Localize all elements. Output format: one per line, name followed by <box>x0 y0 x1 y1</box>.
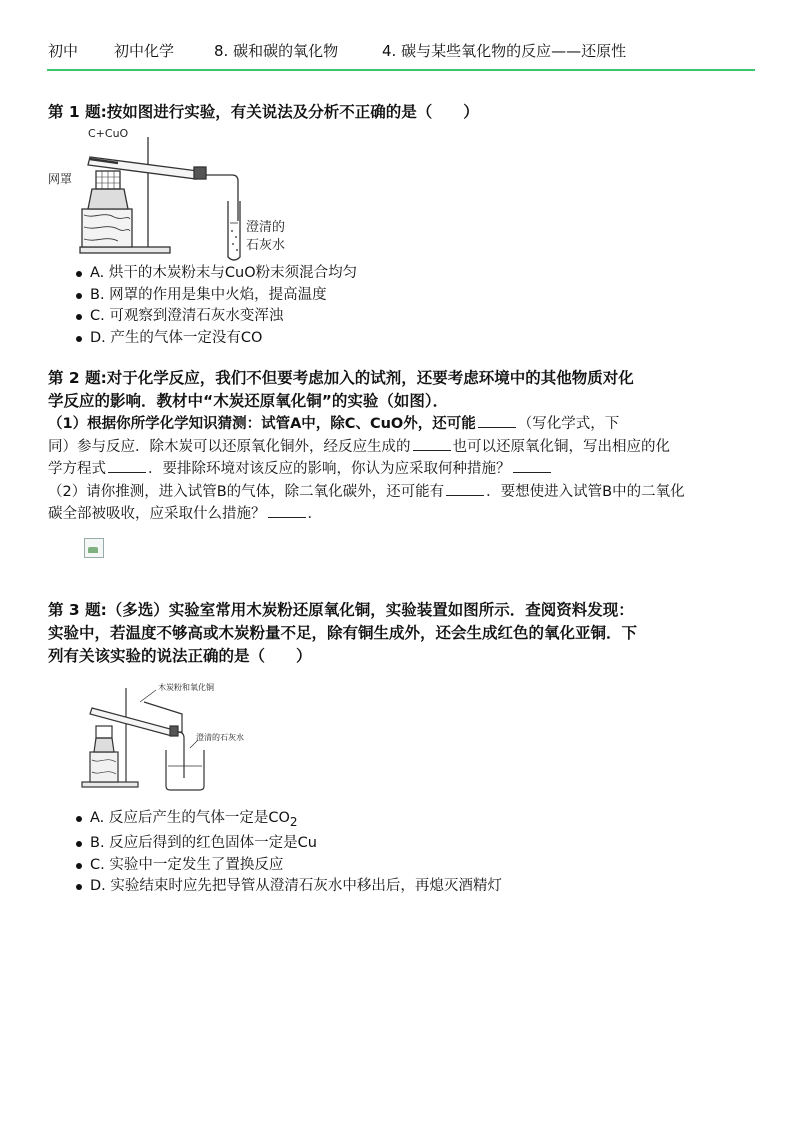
question-2-title-line-1: 第 2 题:对于化学反应，我们不但要考虑加入的试剂，还要考虑环境中的其他物质对化 <box>48 369 634 387</box>
q2-part1-text: ．要排除环境对该反应的影响，你认为应采取何种措施？ <box>148 461 511 477</box>
q3-option-c[interactable]: C. 实验中一定发生了置换反应 <box>48 855 754 877</box>
fig-label-limewater: 澄清的石灰水 <box>196 733 244 742</box>
q2-part2-text: （2）请你推测，进入试管B的气体，除二氧化碳外，还可能有 <box>48 483 445 500</box>
q1-option-d[interactable]: D. 产生的气体一定没有CO <box>48 328 754 350</box>
broken-image-icon <box>84 538 104 558</box>
q3-option-a-subscript: 2 <box>289 814 298 829</box>
q2-part1-text: （1）根据你所学化学知识猜测：试管A中，除C、CuO外，还可能 <box>48 416 476 432</box>
question-1-title: 第 1 题:按如图进行实验，有关说法及分析不正确的是（ ） <box>48 103 479 121</box>
q2-part1-text: 也可以还原氧化铜，写出相应的化 <box>452 438 670 455</box>
question-3-title-line-2: 实验中，若温度不够高或木炭粉量不足，除有铜生成外，还会生成红色的氧化亚铜．下 <box>48 624 638 642</box>
fig-label-net: 网罩 <box>48 172 73 186</box>
q3-option-d[interactable]: D. 实验结束时应先把导管从澄清石灰水中移出后，再熄灭酒精灯 <box>48 876 754 898</box>
q2-part2-text: 碳全部被吸收，应采取什么措施？ <box>48 506 266 522</box>
breadcrumb-item[interactable]: 4. 碳与某些氧化物的反应——还原性 <box>382 42 627 60</box>
q2-part1-text: 同）参与反应．除木炭可以还原氧化铜外，经反应生成的 <box>48 438 411 455</box>
q1-apparatus-figure <box>48 123 308 263</box>
q3-option-a-text: A. 反应后产生的气体一定是CO <box>90 810 290 826</box>
question-3-title-line-3: 列有关该实验的说法正确的是（ ） <box>48 647 312 665</box>
q1-option-c[interactable]: C. 可观察到澄清石灰水变浑浊 <box>48 306 754 328</box>
q3-option-a[interactable] <box>48 808 754 833</box>
header-divider <box>47 69 755 71</box>
fig-label-reagent: C+CuO <box>88 127 129 140</box>
breadcrumb-item[interactable]: 初中 <box>48 42 79 60</box>
fig-label-limewater-1: 澄清的 <box>246 220 286 235</box>
q2-blank-4[interactable] <box>513 458 551 473</box>
question-3 <box>48 599 754 668</box>
breadcrumb-item[interactable]: 8. 碳和碳的氧化物 <box>214 42 339 60</box>
q2-part2-text: ．要想使进入试管B中的二氧化 <box>486 483 685 500</box>
q2-part1-text: （写化学式，下 <box>517 416 620 432</box>
q2-part2-text: ． <box>307 506 322 522</box>
question-1 <box>48 101 754 124</box>
question-2-title-line-2: 学反应的影响．教材中“木炭还原氧化铜”的实验（如图）． <box>48 392 449 410</box>
q2-blank-1[interactable] <box>478 413 516 428</box>
fig-label-limewater-2: 石灰水 <box>246 238 286 253</box>
q2-blank-6[interactable] <box>268 503 306 518</box>
q3-apparatus-figure <box>78 678 288 793</box>
q2-blank-3[interactable] <box>108 458 146 473</box>
question-3-options <box>48 808 754 898</box>
question-1-options <box>48 263 754 349</box>
q2-blank-2[interactable] <box>413 436 451 451</box>
q3-option-b[interactable]: B. 反应后得到的红色固体一定是Cu <box>48 833 754 855</box>
q2-blank-5[interactable] <box>446 481 484 496</box>
fig-label-reagent: 木炭粉和氧化铜 <box>158 683 214 692</box>
question-2 <box>48 367 754 526</box>
q1-option-b[interactable]: B. 网罩的作用是集中火焰，提高温度 <box>48 285 754 307</box>
breadcrumb-item[interactable]: 初中化学 <box>114 42 175 60</box>
q1-option-a[interactable]: A. 烘干的木炭粉末与CuO粉末须混合均匀 <box>48 263 754 285</box>
question-3-title-line-1: 第 3 题:（多选）实验室常用木炭粉还原氧化铜，实验装置如图所示．查阅资料发现： <box>48 601 634 619</box>
question-2-part-2 <box>48 481 754 526</box>
q2-part1-text: 学方程式 <box>48 461 106 477</box>
question-2-part-1 <box>48 413 754 481</box>
